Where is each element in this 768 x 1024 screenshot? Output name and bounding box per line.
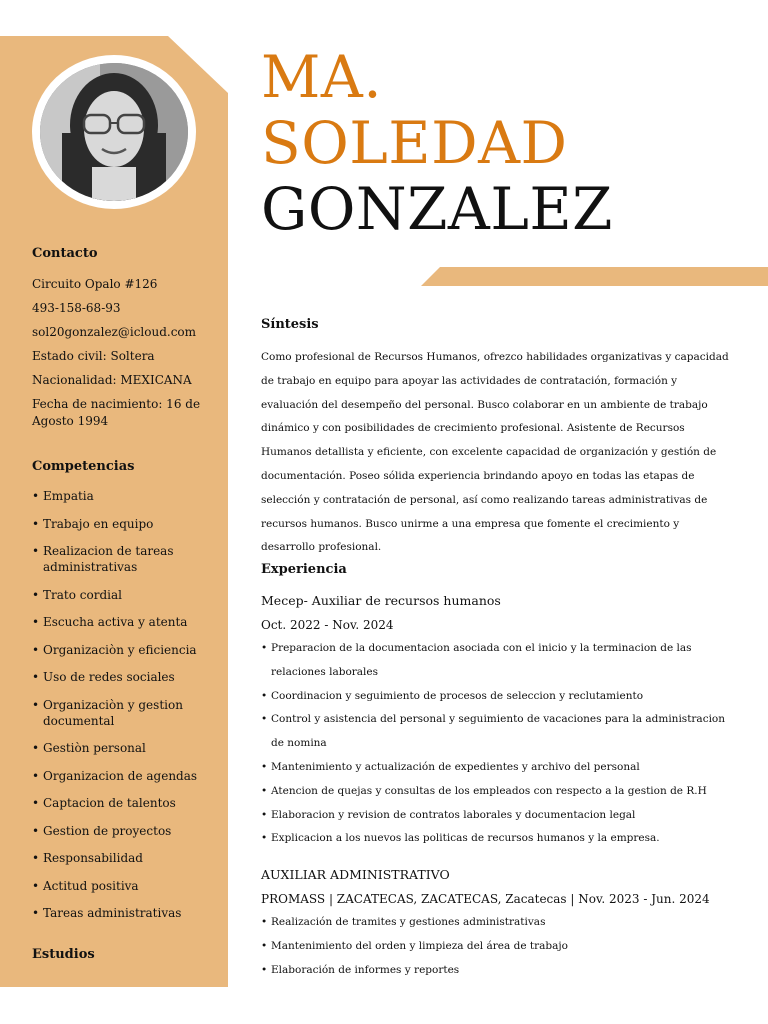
duty-item: • Elaboración de informes y reportes xyxy=(261,959,741,983)
contact-address: Circuito Opalo #126 xyxy=(32,277,158,291)
skill-item: • Gestiòn personal xyxy=(32,740,222,756)
skill-item: • Captacion de talentos xyxy=(32,795,222,811)
summary-heading: Síntesis xyxy=(261,317,319,332)
skills-list xyxy=(32,488,222,933)
name-line-2: SOLEDAD xyxy=(261,109,568,177)
job-dates: Oct. 2022 - Nov. 2024 xyxy=(261,618,394,632)
contact-list xyxy=(32,276,212,437)
skill-item: • Organizaciòn y eficiencia xyxy=(32,642,222,658)
job-duties-list xyxy=(261,911,741,982)
job-company-dates: PROMASS | ZACATECAS, ZACATECAS, Zacatecas | Nov. 2023 - Jun. 2024 xyxy=(261,892,710,906)
contact-nationality: Nacionalidad: MEXICANA xyxy=(32,373,192,387)
skills-heading: Competencias xyxy=(32,459,135,474)
skill-item: • Uso de redes sociales xyxy=(32,669,222,685)
duty-item: • Control y asistencia del personal y seguimiento de vacaciones para la administracion de nomina xyxy=(261,708,741,756)
contact-phone: 493-158-68-93 xyxy=(32,301,121,315)
skill-item: • Responsabilidad xyxy=(32,850,222,866)
skill-item: • Trabajo en equipo xyxy=(32,516,222,532)
duty-item: • Preparacion de la documentacion asociada con el inicio y la terminacion de las relaciones laborales xyxy=(261,637,741,685)
skill-item: • Gestion de proyectos xyxy=(32,823,222,839)
accent-band xyxy=(421,267,768,286)
education-heading: Estudios xyxy=(32,947,95,962)
candidate-name xyxy=(261,44,613,242)
skill-item: • Tareas administrativas xyxy=(32,905,222,921)
skill-item: • Organizacion de agendas xyxy=(32,768,222,784)
skill-item: • Escucha activa y atenta xyxy=(32,614,222,630)
duty-item: • Atencion de quejas y consultas de los empleados con respecto a la gestion de R.H xyxy=(261,780,741,804)
skill-item: • Trato cordial xyxy=(32,587,222,603)
duty-item: • Explicacion a los nuevos las politicas de recursos humanos y la empresa. xyxy=(261,827,741,851)
duty-item: • Coordinacion y seguimiento de procesos de seleccion y reclutamiento xyxy=(261,685,741,709)
skill-item: • Organizaciòn y gestion documental xyxy=(32,697,222,729)
name-line-3: GONZALEZ xyxy=(261,175,613,243)
experience-heading: Experiencia xyxy=(261,562,347,577)
contact-birth-date: Fecha de nacimiento: 16 de Agosto 1994 xyxy=(32,397,201,428)
skill-item: • Actitud positiva xyxy=(32,878,222,894)
contact-marital-status: Estado civil: Soltera xyxy=(32,349,155,363)
skill-item: • Realizacion de tareas administrativas xyxy=(32,543,222,575)
job-title: Mecep- Auxiliar de recursos humanos xyxy=(261,593,501,608)
profile-photo xyxy=(40,63,188,201)
duty-item: • Mantenimiento y actualización de expedientes y archivo del personal xyxy=(261,756,741,780)
duty-item: • Elaboracion y revision de contratos laborales y documentacion legal xyxy=(261,804,741,828)
summary-text: Como profesional de Recursos Humanos, ofrezco habilidades organizativas y capacidad de trabajo en equipo para apoyar las actividades de contratación, formación y evaluación del desempeño del personal. Busco colaborar en un ambiente de trabajo dinámico y con posibilidades de crecimiento profesional. Asistente de Recursos Humanos detallista y eficiente, con excelente capacidad de organización y gestión de documentación. Poseo sólida experiencia brindando apoyo en todas las etapas de selección y contratación de personal, así como realizando tareas administrativas de recursos humanos. Busco unirme a una empresa que fomente el crecimiento y desarrollo profesional. xyxy=(261,351,729,554)
job-duties-list xyxy=(261,637,741,851)
duty-item: • Realización de tramites y gestiones administrativas xyxy=(261,911,741,935)
job-title: AUXILIAR ADMINISTRATIVO xyxy=(261,867,450,882)
duty-item: • Mantenimiento del orden y limpieza del área de trabajo xyxy=(261,935,741,959)
skill-item: • Empatia xyxy=(32,488,222,504)
name-line-1: MA. xyxy=(261,43,383,111)
contact-heading: Contacto xyxy=(32,246,98,261)
contact-email: sol20gonzalez@icloud.com xyxy=(32,325,197,339)
